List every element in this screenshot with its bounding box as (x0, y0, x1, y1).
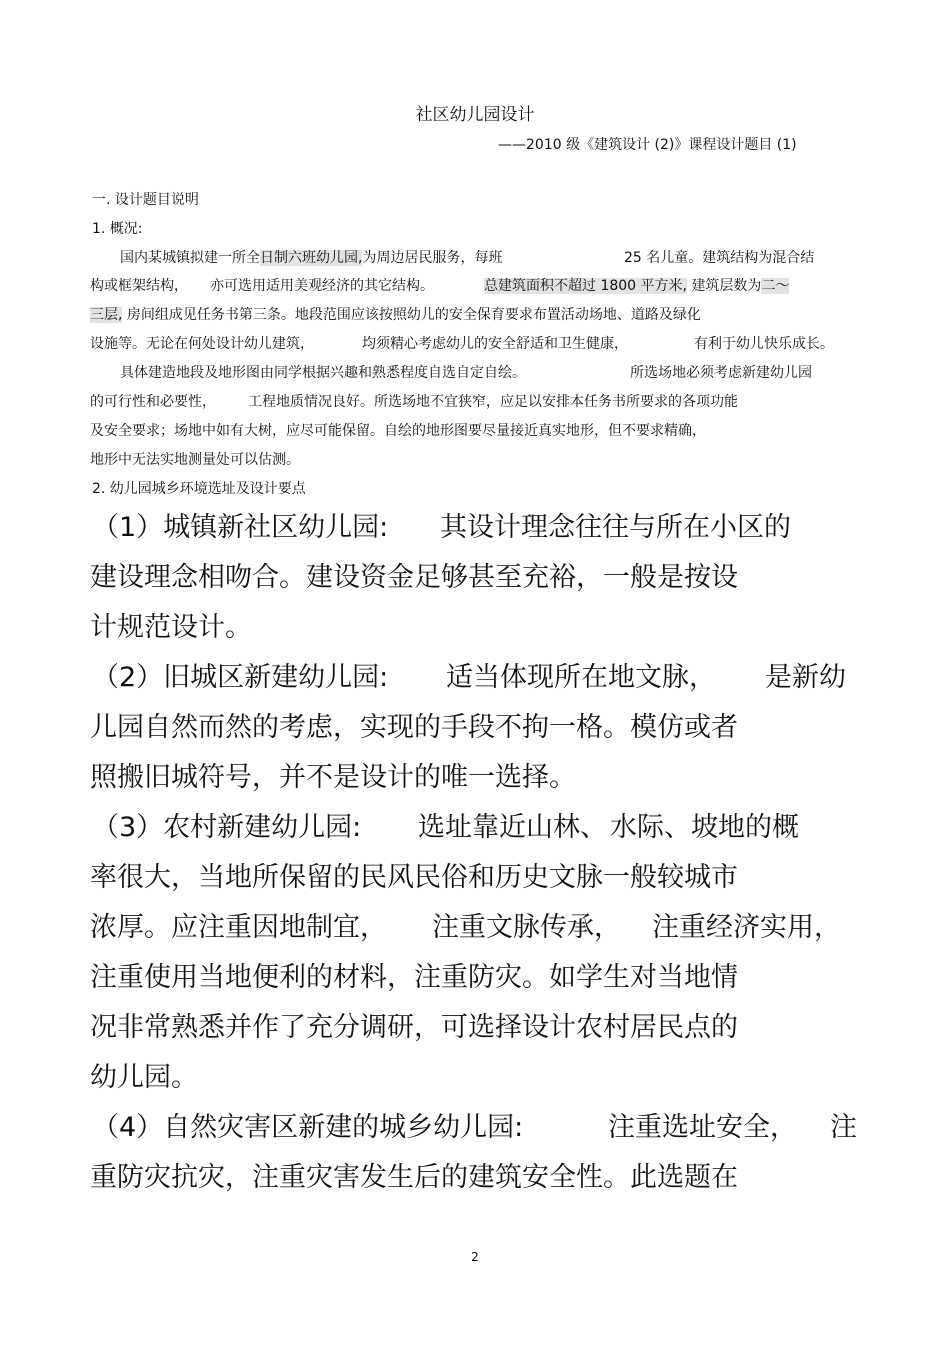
paragraph-line: 国内某城镇拟建一所全日制六班幼儿园,为周边居民服务，每班 (120, 250, 503, 266)
document-title: 社区幼儿园设计 (415, 105, 535, 125)
paragraph-line: 及安全要求；场地中如有大树，应尽可能保留。自绘的地形图要尽量接近真实地形，但不要求精确， (90, 423, 706, 439)
large-text-line: （4）自然灾害区新建的城乡幼儿园: (92, 1112, 524, 1143)
highlight: 日制六班幼儿园, (260, 250, 363, 266)
large-text-line: 儿园自然而然的考虑，实现的手段不拘一格。模仿或者 (90, 712, 738, 743)
highlight: 总建筑面积不超过 1800 平方米, (484, 278, 687, 294)
large-text-line: 幼儿园。 (90, 1062, 198, 1093)
large-text-line: 计规范设计。 (90, 612, 252, 643)
large-text-line: 是新幼 (765, 662, 846, 693)
paragraph-line: 的可行性和必要性， (90, 394, 216, 410)
large-text-line: 注 (830, 1112, 857, 1143)
large-text-line: 选址靠近山林、 (418, 812, 607, 843)
large-text-line: （1）城镇新社区幼儿园: (92, 512, 389, 543)
large-text-line: 水际、坡地的概 (610, 812, 799, 843)
large-text-line: 注重文脉传承， (432, 912, 621, 943)
large-text-line: 率很大，当地所保留的民风民俗和历史文脉一般较城市 (90, 862, 738, 893)
paragraph-line: 设施等。无论在何处设计幼儿建筑， (90, 336, 314, 352)
paragraph-line: 总建筑面积不超过 1800 平方米, 建筑层数为二～ (484, 278, 790, 294)
large-text-line: （2）旧城区新建幼儿园: (92, 662, 389, 693)
paragraph-line: 具体建造地段及地形图由同学根据兴趣和熟悉程度自选自定自绘。 (120, 365, 526, 381)
paragraph-line: 25 名儿童。建筑结构为混合结 (624, 250, 815, 266)
large-text-line: 建设理念相吻合。建设资金足够甚至充裕，一般是按设 (90, 562, 738, 593)
large-text-line: 注重经济实用， (652, 912, 841, 943)
page-number: 2 (471, 1250, 479, 1264)
large-text-line: 注重使用当地便利的材料，注重防灾。如学生对当地情 (90, 962, 738, 993)
item-heading: 1. 概况: (92, 221, 143, 237)
large-text-line: （3）农村新建幼儿园: (92, 812, 362, 843)
highlight: 二～ (761, 278, 790, 294)
paragraph-line: 亦可选用适用美观经济的其它结构。 (210, 278, 434, 294)
paragraph-line: 所选场地必须考虑新建幼儿园 (630, 365, 812, 381)
large-text-line: 照搬旧城符号，并不是设计的唯一选择。 (90, 762, 576, 793)
paragraph-line: 地形中无法实地测量处可以估测。 (90, 452, 300, 468)
large-text-line: 重防灾抗灾，注重灾害发生后的建筑安全性。此选题在 (90, 1162, 738, 1193)
highlight: 三层, (90, 307, 123, 323)
item-heading: 2. 幼儿园城乡环境选址及设计要点 (92, 481, 306, 497)
paragraph-line: 均须精心考虑幼儿的安全舒适和卫生健康， (362, 336, 628, 352)
section-heading: 一. 设计题目说明 (92, 192, 199, 208)
paragraph-line: 工程地质情况良好。所选场地不宜狭窄，应足以安排本任务书所要求的各项功能 (248, 394, 738, 410)
large-text-line: 况非常熟悉并作了充分调研，可选择设计农村居民点的 (90, 1012, 738, 1043)
paragraph-line: 有利于幼儿快乐成长。 (694, 336, 834, 352)
large-text-line: 其设计理念往往与所在小区的 (440, 512, 791, 543)
large-text-line: 浓厚。应注重因地制宜， (90, 912, 387, 943)
paragraph-line: 构或框架结构， (90, 278, 188, 294)
paragraph-line: 三层, 房间组成见任务书第三条。地段范围应该按照幼儿的安全保育要求布置活动场地、道路及绿化 (90, 307, 701, 323)
large-text-line: 适当体现所在地文脉， (446, 662, 716, 693)
large-text-line: 注重选址安全， (608, 1112, 797, 1143)
document-subtitle: ——2010 级《建筑设计 (2)》课程设计题目 (1) (498, 137, 797, 153)
